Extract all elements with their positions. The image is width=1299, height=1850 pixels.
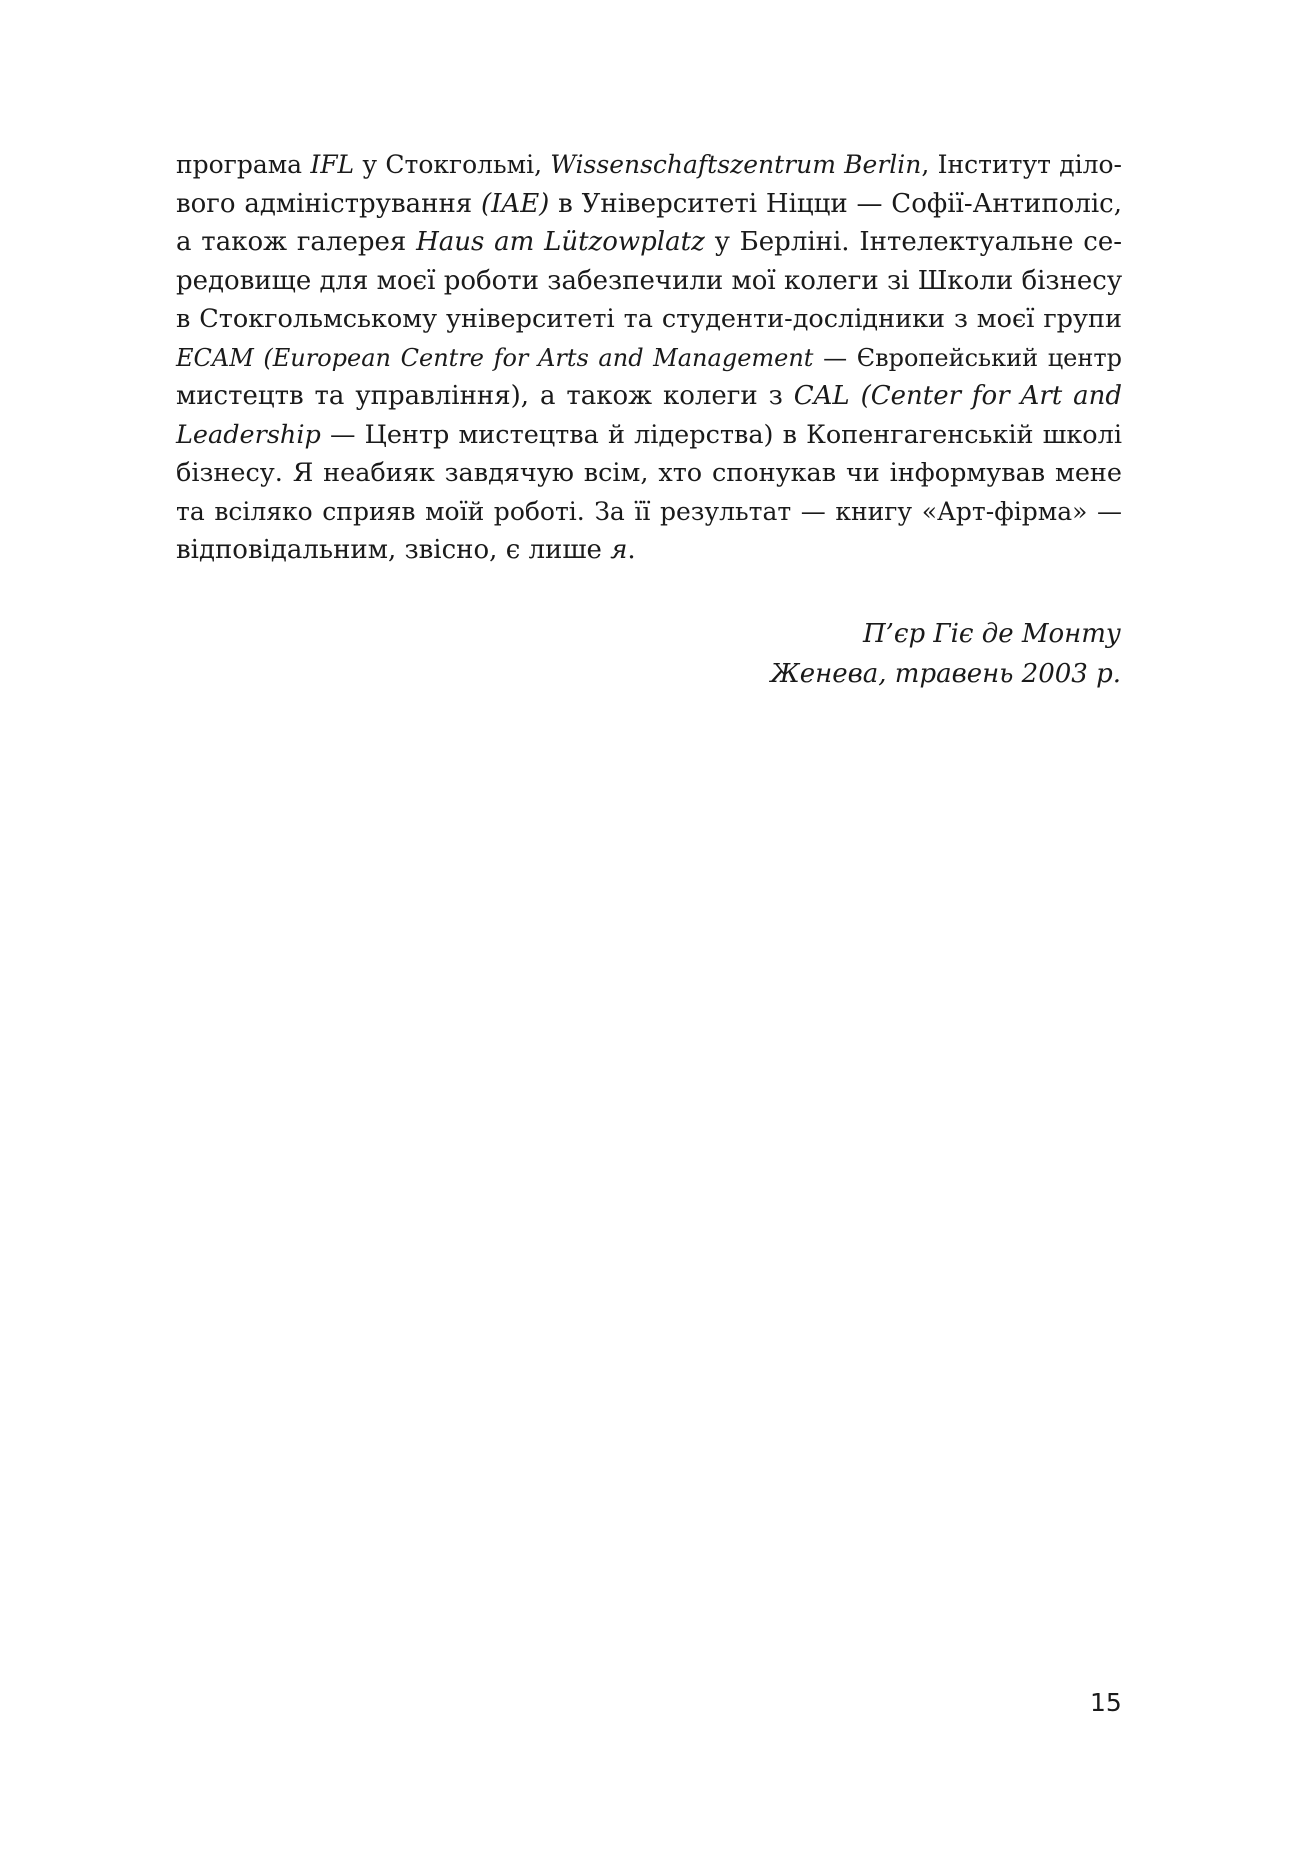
text-run: редовище для моєї роботи забезпечили мої колеги зі Школи бізнесу [176, 265, 1123, 296]
italic-text-run: ECAM (European Centre for Arts and Management [176, 343, 814, 372]
italic-text-run: (IAE) [481, 188, 550, 219]
text-run: вого адміністрування [176, 188, 481, 219]
text-line [176, 454, 1122, 493]
text-line [176, 185, 1122, 224]
text-line [176, 416, 1122, 455]
text-line [176, 146, 1122, 185]
text-run: . [627, 535, 636, 565]
text-line [176, 339, 1122, 378]
page-number: 15 [1090, 1688, 1122, 1717]
author-name: П’єр Гіє де Монту [862, 619, 1121, 649]
italic-text-run: я [610, 535, 628, 565]
text-run: , Інститут діло- [921, 150, 1123, 179]
text-run: а також галерея [176, 227, 417, 257]
text-run: — Європейський центр [813, 343, 1123, 372]
italic-text-run: CAL (Center for Art and [793, 381, 1122, 411]
text-run: у Берліні. Інтелектуальне се- [704, 227, 1122, 257]
italic-text-run: Leadership [176, 419, 321, 450]
text-line [176, 531, 1122, 570]
text-run: мистецтв та управління), а також колеги з [176, 381, 794, 411]
text-line [176, 262, 1122, 301]
italic-text-run: Wissenschaftszentrum Berlin [550, 150, 922, 179]
text-run: відповідальним, звісно, є лише [176, 535, 611, 565]
text-run: в Університеті Ніцци — Софії-Антиполіс, [549, 188, 1122, 219]
text-run: в Стокгольмському університеті та студенти-дослідники з моєї групи [176, 304, 1122, 334]
text-run: у Стокгольмі, [354, 150, 551, 179]
text-run: бізнесу. Я неабияк завдячую всім, хто спонукав чи інформував мене [176, 458, 1122, 488]
text-line [176, 300, 1122, 339]
text-run: програма [176, 150, 311, 179]
text-run: — Центр мистецтва й лідерства) в Копенгагенській школі [320, 419, 1122, 450]
text-line [176, 377, 1122, 416]
signature-block [771, 614, 1121, 694]
place-and-date: Женева, травень 2003 р. [770, 659, 1121, 689]
text-line [176, 493, 1122, 532]
text-run: та всіляко сприяв моїй роботі. За її результат — книгу «Арт-фірма» — [176, 496, 1122, 526]
italic-text-run: IFL [310, 150, 355, 179]
italic-text-run: Haus am Lützowplatz [416, 227, 705, 257]
text-line [176, 223, 1122, 262]
acknowledgements-paragraph [176, 146, 1122, 570]
